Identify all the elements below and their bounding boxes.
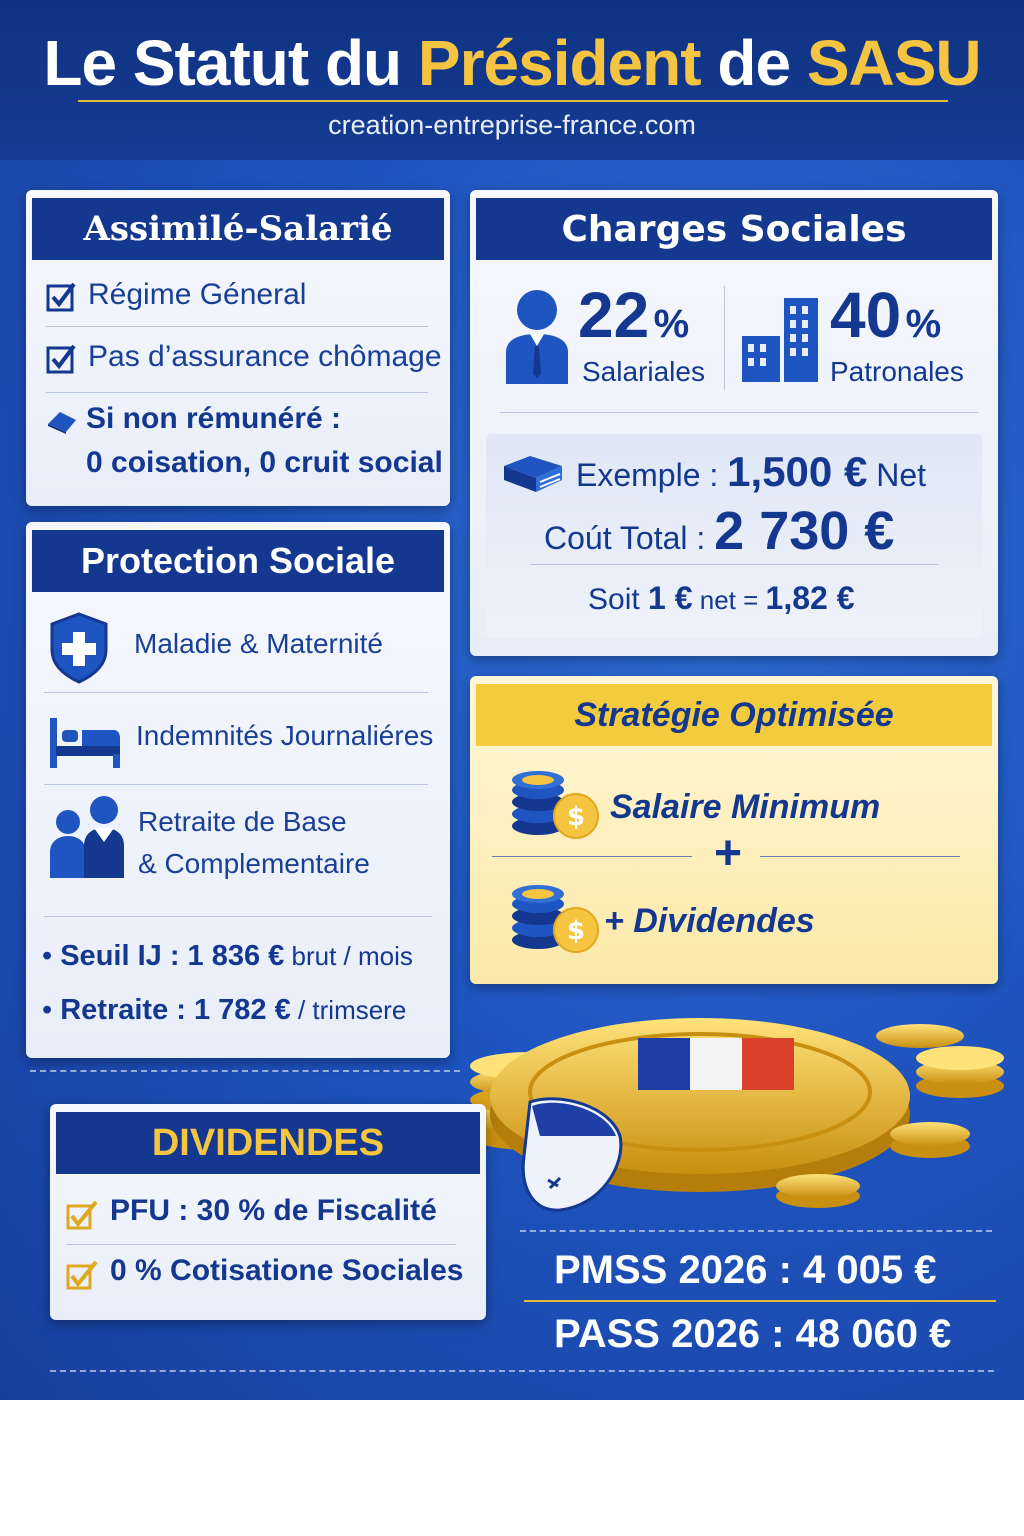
protection-item-maladie: Maladie & Maternité [134,628,384,659]
gold-rule [524,1300,996,1302]
money-stack-icon [500,452,566,496]
strategie-item-salaire: Salaire Minimum [610,788,881,826]
dashed-separator [520,1230,992,1232]
exemple-value: 1,500 € [727,448,868,495]
title-part-3: de [700,27,807,99]
page-title [0,26,1024,100]
protection-item-indemnites: Indemnités Journaliéres [136,720,434,751]
plus-sign: + [713,827,743,880]
strategie-card-title: Stratégie Optimisée [476,684,992,746]
pass-value: PASS 2026 : 48 060 € [554,1312,952,1356]
strategie-optimisee-card [470,676,998,984]
seuil-ij-unit: brut / mois [284,941,413,971]
title-underline [78,100,948,102]
divider [500,412,978,413]
protection-card-title: Protection Sociale [32,530,444,592]
bed-icon [48,716,122,770]
assimile-card-title: Assimilé-Salarié [32,198,444,260]
seuil-ij-value: Seuil IJ : 1 836 € [60,940,285,972]
french-flag-icon [638,1038,794,1090]
soit-prefix: Soit [588,583,649,616]
retraite-line [42,994,406,1027]
charges-sociales-card [470,190,998,656]
check-icon [46,344,76,374]
exemple-unit: Net [867,457,926,493]
pmss-value: PMSS 2026 : 4 005 € [554,1248,937,1292]
soit-value-1: 1 € [648,580,693,616]
site-url: creation-entreprise-france.com [328,110,696,140]
exemple-line [576,448,926,496]
assimile-item-non-remunere-2: 0 coisation, 0 cruit social [86,446,443,479]
coins-illustration [420,996,1020,1226]
title-part-1: Le Statut du [43,27,418,99]
exemple-label: Exemple : [576,457,728,493]
pfu-label: PFU [110,1194,170,1227]
eraser-icon [46,408,78,436]
salariales-unit: % [653,302,690,346]
dividendes-card-title: DIVIDENDES [56,1112,480,1174]
medical-shield-icon [48,612,110,684]
cout-value: 2 730 € [714,501,895,561]
patronales-pct-block [830,278,941,352]
salariales-pct-block [578,278,689,352]
patronales-pct: 40 [830,279,902,351]
divider [44,784,428,785]
check-icon [46,282,76,312]
cout-line [544,500,894,562]
charges-card-title: Charges Sociales [476,198,992,260]
cout-label: Coút Total : [544,520,715,556]
retraite-value: Retraite : 1 782 € [60,994,291,1026]
cotisation-line: 0 % Cotisatione Sociales [110,1254,464,1287]
coins-dollar-icon [510,768,602,842]
dashed-separator [30,1070,460,1072]
divider [530,564,938,565]
divider [760,856,960,857]
person-icon [504,288,570,384]
soit-mid: net = [692,585,766,615]
patronales-label: Patronales [830,356,964,387]
protection-item-retraite-2: & Complementaire [138,848,370,879]
assimile-item-regime: Régime Géneral [88,278,307,311]
seuil-ij-line [42,940,413,973]
bullet: • [42,994,61,1026]
building-icon [740,296,822,384]
assimile-item-chomage: Pas d’assurance chômage [88,340,442,373]
check-icon [66,1260,98,1290]
salariales-label: Salariales [582,356,705,387]
svg-text:$: $ [566,916,586,946]
protection-item-retraite-1: Retraite de Base [138,806,347,837]
svg-text:$: $ [566,802,586,832]
bullet: • [42,940,61,972]
patronales-unit: % [905,302,942,346]
retraite-unit: / trimsere [290,995,407,1025]
divider [66,1244,456,1245]
salariales-pct: 22 [578,279,650,351]
check-icon [66,1200,98,1230]
assimile-item-non-remunere-1: Si non rémunéré : [86,402,342,435]
soit-value-2: 1,82 € [765,580,855,616]
piggy-bank-icon [523,1099,621,1210]
divider [492,856,692,857]
divider [46,326,428,327]
dashed-separator [50,1370,994,1372]
divider [46,392,428,393]
dividendes-card [50,1104,486,1320]
assimile-salarie-card [26,190,450,506]
soit-line [588,580,854,617]
pfu-value: : 30 % de Fiscalité [170,1194,437,1227]
divider [44,916,432,917]
protection-sociale-card [26,522,450,1058]
header-banner [0,0,1024,160]
strategie-item-dividendes: + Dividendes [604,902,815,940]
exemple-box [486,434,982,638]
coins-dollar-icon [510,882,602,956]
pfu-line [110,1194,437,1228]
people-icon [48,794,128,878]
title-part-4: SASU [806,27,981,99]
charges-vertical-divider [724,286,725,390]
title-part-2: Président [417,27,701,99]
divider [44,692,428,693]
